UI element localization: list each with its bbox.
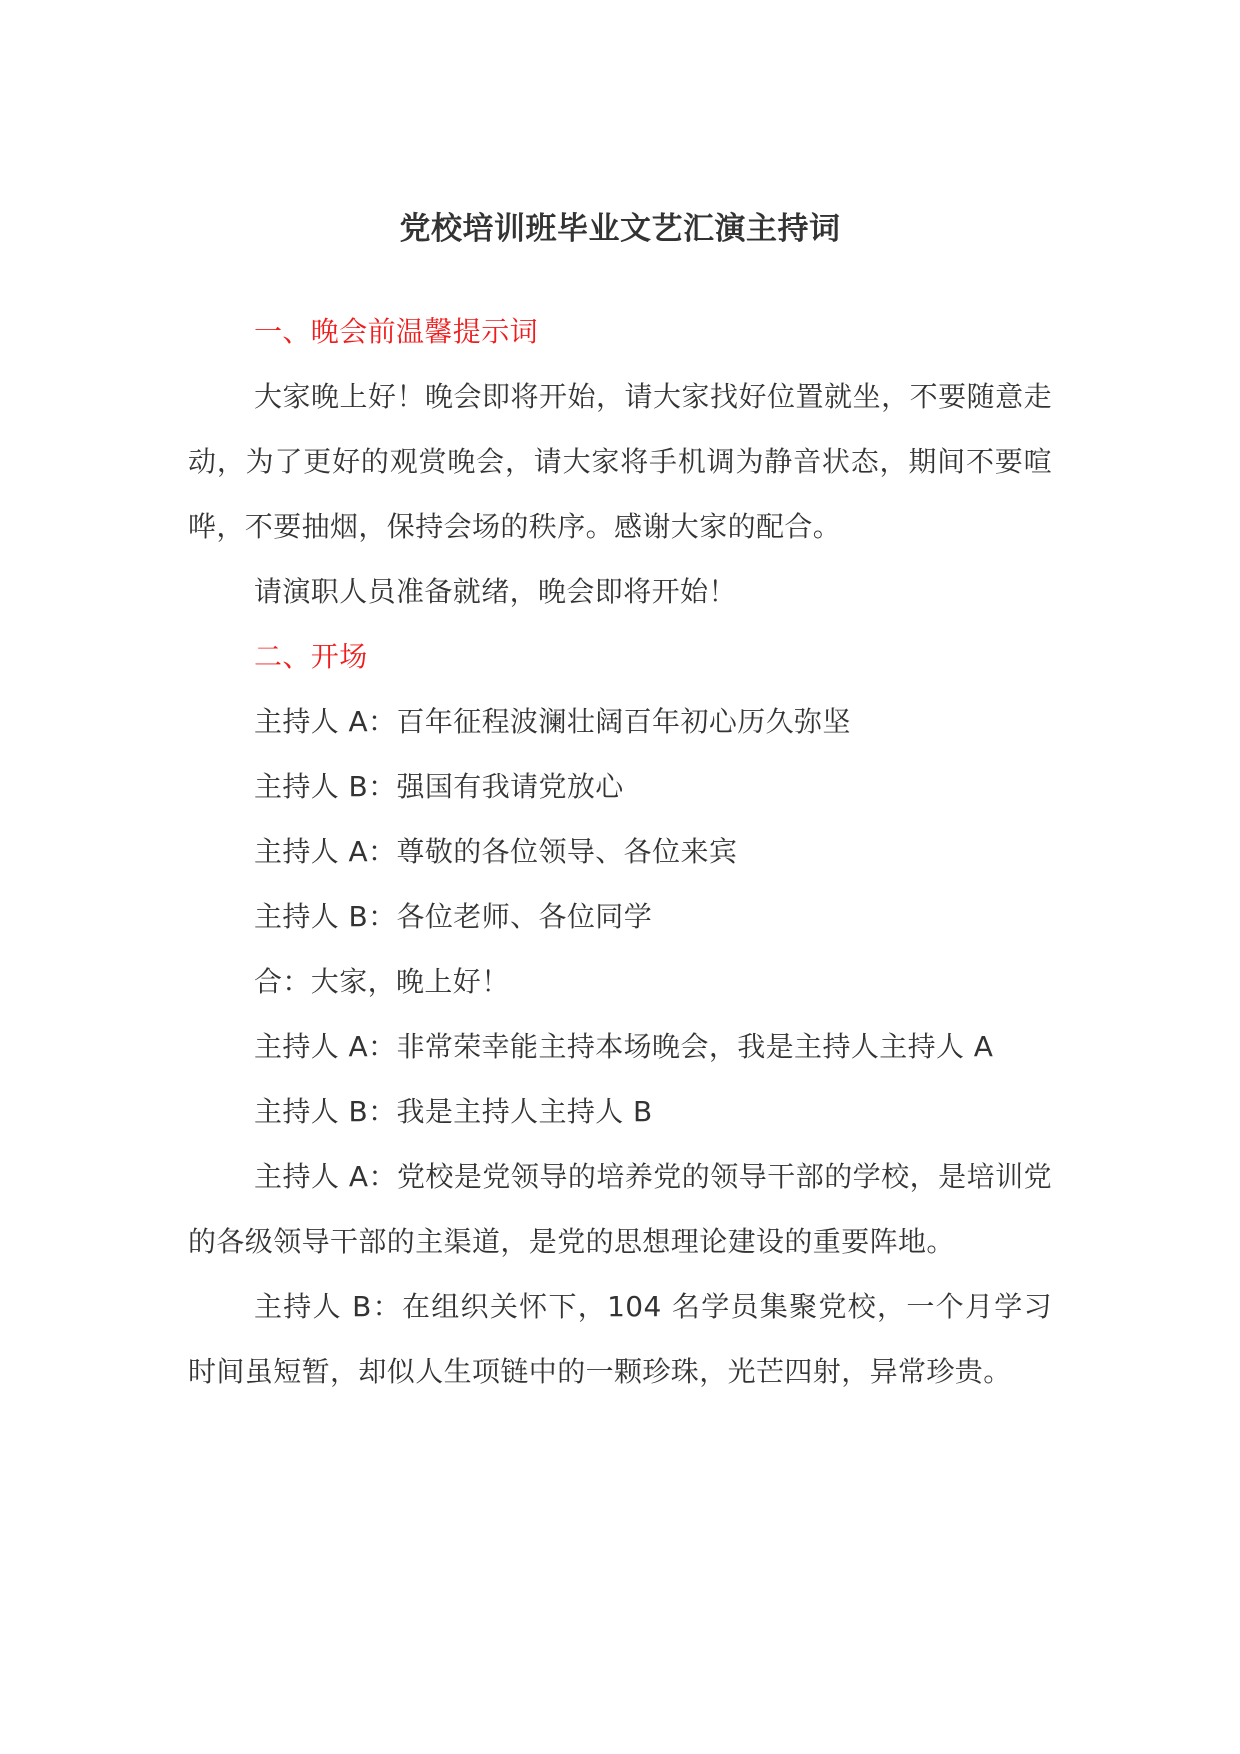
paragraph-host-line: 主持人 A：百年征程波澜壮阔百年初心历久弥坚 <box>254 705 851 738</box>
paragraph-host-line: 主持人 B：强国有我请党放心 <box>254 770 624 803</box>
paragraph-host-line: 主持人 A：党校是党领导的培养党的领导干部的学校，是培训党的各级领导干部的主渠道，是党的思想理论建设的重要阵地。 <box>188 1160 1052 1258</box>
document-title: 党校培训班毕业文艺汇演主持词 <box>399 211 841 247</box>
paragraph-host-line: 主持人 B：在组织关怀下，104 名学员集聚党校，一个月学习时间虽短暂，却似人生项链中的一颗珍珠，光芒四射，异常珍贵。 <box>188 1290 1052 1388</box>
paragraph-host-line: 合：大家，晚上好！ <box>254 965 510 998</box>
section-heading-opening: 二、开场 <box>254 640 368 673</box>
section-heading-pre-show-notice: 一、晚会前温馨提示词 <box>254 315 539 348</box>
paragraph-host-line: 主持人 B：我是主持人主持人 B <box>254 1095 653 1128</box>
paragraph-performers-ready: 请演职人员准备就绪，晚会即将开始！ <box>254 575 737 608</box>
paragraph-host-line: 主持人 B：各位老师、各位同学 <box>254 900 653 933</box>
paragraph-host-line: 主持人 A：尊敬的各位领导、各位来宾 <box>254 835 738 868</box>
paragraph-host-line: 主持人 A：非常荣幸能主持本场晚会，我是主持人主持人 A <box>254 1030 994 1063</box>
document-body <box>188 299 1052 1404</box>
paragraph-welcome-notice: 大家晚上好！晚会即将开始，请大家找好位置就坐，不要随意走动，为了更好的观赏晚会，请大家将手机调为静音状态，期间不要喧哗，不要抽烟，保持会场的秩序。感谢大家的配合。 <box>188 380 1052 543</box>
